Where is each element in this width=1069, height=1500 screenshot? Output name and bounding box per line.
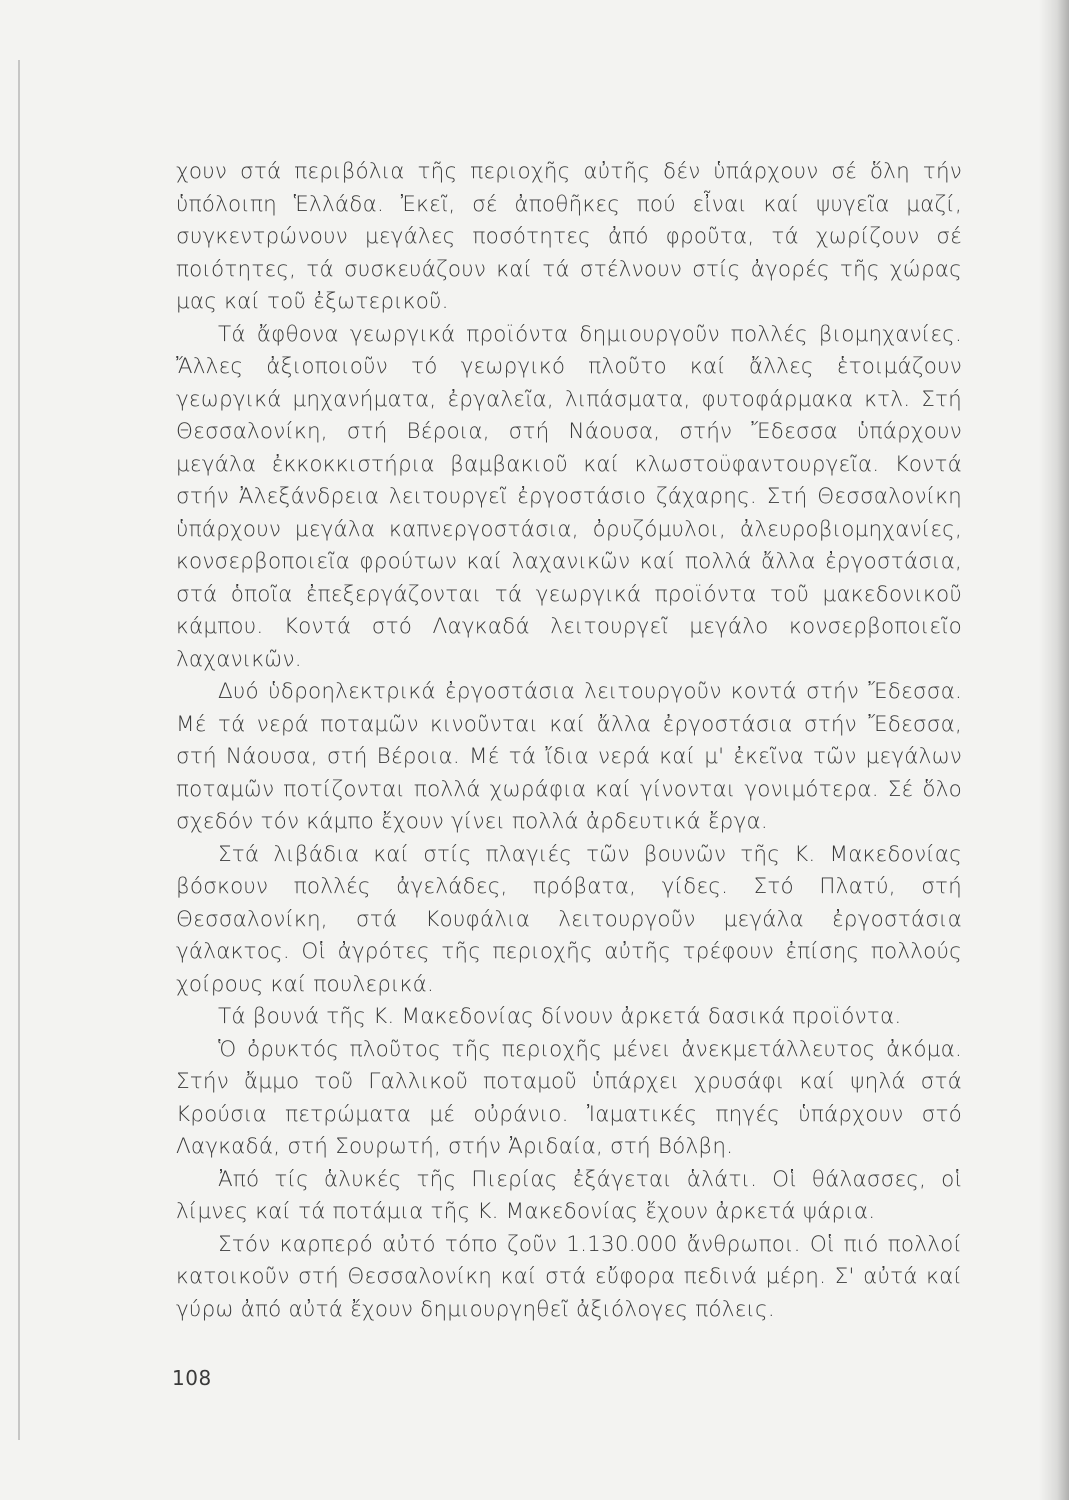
page-number: 108 bbox=[172, 1366, 212, 1390]
body-text bbox=[176, 156, 962, 1326]
paragraph-5: Τά βουνά τῆς Κ. Μακεδονίας δίνουν ἀρκετά δασικά προϊόντα. bbox=[218, 1004, 902, 1029]
paragraph-2: Τά ἄφθονα γεωργικά προϊόντα δημιουργοῦν πολλές βιομηχανίες. Ἄλλες ἀξιοποιοῦν τό γεωργικό πλοῦτο καί ἄλλες ἑτοιμάζουν γεωργικά μηχανήματα, ἐργαλεῖα, λιπάσματα, φυτοφάρμακα κτλ. Στή Θεσσαλονίκη, στή Βέροια, στή Νάουσα, στήν Ἔδεσσα ὑπάρχουν μεγάλα ἐκκοκκιστήρια βαμβακιοῦ καί κλωστοϋφαντουργεῖα. Κοντά στήν Ἀλεξάνδρεια λειτουργεῖ ἐργοστάσιο ζάχαρης. Στή Θεσσαλονίκη ὑπάρχουν μεγάλα καπνεργοστάσια, ὀρυζόμυλοι, ἀλευροβιομηχανίες, κονσερβοποιεῖα φρούτων καί λαχανικῶν καί πολλά ἄλλα ἐργοστάσια, στά ὁποῖα ἐπεξεργάζονται τά γεωργικά προϊόντα τοῦ μακεδονικοῦ κάμπου. Κοντά στό Λαγκαδά λειτουργεῖ μεγάλο κονσερβοποιεῖο λαχανικῶν. bbox=[176, 321, 962, 672]
paragraph-1: χουν στά περιβόλια τῆς περιοχῆς αὐτῆς δέν ὑπάρχουν σέ ὅλη τήν ὑπόλοιπη Ἑλλάδα. Ἐκεῖ, σέ ἀποθῆκες πού εἶναι καί ψυγεῖα μαζί, συγκεντρώνουν μεγάλες ποσότητες ἀπό φροῦτα, τά χωρίζουν σέ ποιότητες, τά συσκευάζουν καί τά στέλνουν στίς ἀγορές τῆς χώρας μας καί τοῦ ἐξωτερικοῦ. bbox=[176, 159, 962, 314]
left-edge-mark bbox=[18, 60, 20, 1440]
paragraph-4: Στά λιβάδια καί στίς πλαγιές τῶν βουνῶν τῆς Κ. Μακεδονίας βόσκουν πολλές ἀγελάδες, πρόβατα, γίδες. Στό Πλατύ, στή Θεσσαλονίκη, στά Κουφάλια λειτουργοῦν μεγάλα ἐργοστάσια γάλακτος. Οἱ ἀγρότες τῆς περιοχῆς αὐτῆς τρέφουν ἐπίσης πολλούς χοίρους καί πουλερικά. bbox=[176, 841, 962, 997]
paragraph-3: Δυό ὑδροηλεκτρικά ἐργοστάσια λειτουργοῦν κοντά στήν Ἔδεσσα. Μέ τά νερά ποταμῶν κινοῦνται καί ἄλλα ἐργοστάσια στήν Ἔδεσσα, στή Νάουσα, στή Βέροια. Μέ τά ἴδια νερά καί μ' ἐκεῖνα τῶν μεγάλων ποταμῶν ποτίζονται πολλά χωράφια καί γίνονται γονιμότερα. Σέ ὅλο σχεδόν τόν κάμπο ἔχουν γίνει πολλά ἀρδευτικά ἔργα. bbox=[176, 679, 962, 834]
paragraph-7: Ἀπό τίς ἁλυκές τῆς Πιερίας ἐξάγεται ἁλάτι. Οἱ θάλασσες, οἱ λίμνες καί τά ποτάμια τῆς Κ. Μακεδονίας ἔχουν ἀρκετά ψάρια. bbox=[176, 1166, 962, 1224]
paragraph-8: Στόν καρπερό αὐτό τόπο ζοῦν 1.130.000 ἄνθρωποι. Οἱ πιό πολλοί κατοικοῦν στή Θεσσαλονίκη καί στά εὔφορα πεδινά μέρη. Σ' αὐτά καί γύρω ἀπό αὐτά ἔχουν δημιουργηθεῖ ἀξιόλογες πόλεις. bbox=[176, 1231, 962, 1322]
page-gutter-shadow bbox=[1039, 0, 1069, 1500]
paragraph-6: Ὁ ὀρυκτός πλοῦτος τῆς περιοχῆς μένει ἀνεκμετάλλευτος ἀκόμα. Στήν ἄμμο τοῦ Γαλλικοῦ ποταμοῦ ὑπάρχει χρυσάφι καί ψηλά στά Κρούσια πετρώματα μέ οὐράνιο. Ἰαματικές πηγές ὑπάρχουν στό Λαγκαδά, στή Σουρωτή, στήν Ἀριδαία, στή Βόλβη. bbox=[176, 1036, 962, 1159]
